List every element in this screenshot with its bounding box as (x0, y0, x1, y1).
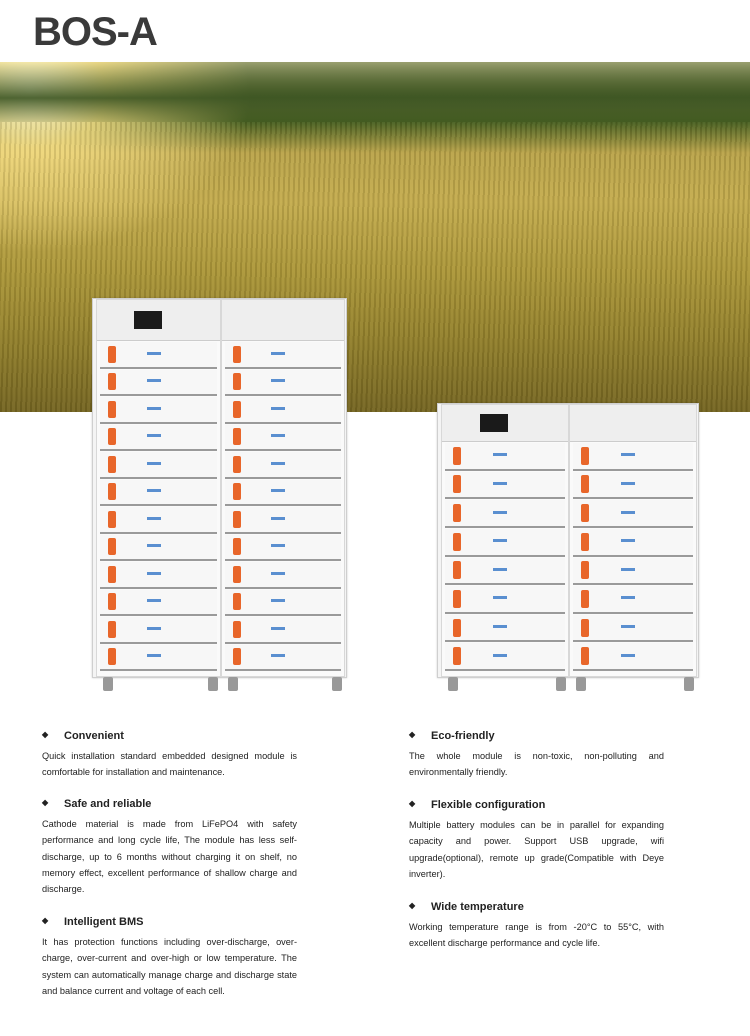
battery-module (445, 443, 565, 471)
orange-cable (581, 647, 589, 665)
battery-cabinet-small (437, 403, 699, 678)
module-logo (493, 654, 507, 657)
orange-cable (581, 533, 589, 551)
feature-wide-temperature (409, 901, 664, 952)
module-logo (493, 482, 507, 485)
battery-module (225, 370, 342, 397)
control-panel (222, 300, 345, 341)
battery-module (445, 643, 565, 671)
module-logo (621, 654, 635, 657)
module-logo (271, 462, 285, 465)
battery-module (100, 425, 217, 452)
module-logo (147, 462, 161, 465)
orange-cable (108, 483, 116, 500)
treeline (0, 62, 750, 122)
bullet-icon: ◆ (42, 916, 49, 925)
module-logo (271, 407, 285, 410)
orange-cable (233, 648, 241, 665)
orange-cable (581, 561, 589, 579)
cabinet-foot (208, 677, 218, 691)
feature-eco-friendly (409, 730, 664, 781)
battery-module (225, 342, 342, 369)
module-logo (621, 511, 635, 514)
cabinet-column (569, 404, 697, 677)
battery-module (225, 507, 342, 534)
module-logo (147, 489, 161, 492)
orange-cable (453, 647, 461, 665)
module-logo (147, 572, 161, 575)
module-logo (271, 572, 285, 575)
battery-module (100, 535, 217, 562)
battery-module (225, 617, 342, 644)
cabinet-foot (332, 677, 342, 691)
battery-module (100, 480, 217, 507)
module-logo (271, 517, 285, 520)
orange-cable (108, 346, 116, 363)
orange-cable (233, 593, 241, 610)
battery-module (225, 645, 342, 672)
module-logo (147, 407, 161, 410)
module-logo (621, 482, 635, 485)
battery-module (225, 397, 342, 424)
module-logo (271, 599, 285, 602)
orange-cable (108, 648, 116, 665)
battery-module (100, 397, 217, 424)
feature-text: The whole module is non-toxic, non-polluting and environmentally friendly. (409, 751, 664, 778)
battery-module (573, 643, 693, 671)
module-logo (621, 625, 635, 628)
module-logo (147, 434, 161, 437)
orange-cable (108, 538, 116, 555)
module-logo (147, 544, 161, 547)
module-logo (147, 654, 161, 657)
orange-cable (233, 621, 241, 638)
bullet-icon: ◆ (409, 799, 416, 808)
cabinet-column (96, 299, 221, 677)
module-logo (621, 453, 635, 456)
battery-module (225, 535, 342, 562)
battery-module (225, 452, 342, 479)
cabinet-foot (576, 677, 586, 691)
bullet-icon: ◆ (409, 901, 416, 910)
cabinet-foot (103, 677, 113, 691)
orange-cable (453, 590, 461, 608)
orange-cable (453, 504, 461, 522)
cabinet-column (221, 299, 346, 677)
bullet-icon: ◆ (42, 730, 49, 739)
battery-module (573, 500, 693, 528)
battery-module (100, 507, 217, 534)
battery-module (100, 645, 217, 672)
orange-cable (581, 447, 589, 465)
orange-cable (233, 538, 241, 555)
orange-cable (581, 504, 589, 522)
battery-module (573, 472, 693, 500)
module-logo (271, 654, 285, 657)
feature-heading: Wide temperature (431, 901, 524, 913)
battery-module (573, 615, 693, 643)
control-panel (442, 405, 568, 442)
module-logo (271, 544, 285, 547)
module-logo (493, 511, 507, 514)
battery-module (100, 342, 217, 369)
battery-module (445, 529, 565, 557)
orange-cable (233, 566, 241, 583)
battery-module (225, 480, 342, 507)
feature-text: Working temperature range is from -20°C to 55°C, with excellent discharge performance and cycle life. (409, 922, 664, 949)
cabinet-foot (448, 677, 458, 691)
battery-module (573, 529, 693, 557)
orange-cable (453, 447, 461, 465)
battery-module (445, 558, 565, 586)
module-logo (147, 627, 161, 630)
module-logo (147, 352, 161, 355)
bullet-icon: ◆ (409, 730, 416, 739)
battery-module (445, 615, 565, 643)
feature-intelligent-bms (42, 916, 297, 999)
feature-text: It has protection functions including over-discharge, over-charge, over-current and over-high or low temperature. The system can automatically manage charge and discharge state and balance current and voltage of each cell. (42, 937, 297, 996)
orange-cable (233, 401, 241, 418)
module-logo (147, 379, 161, 382)
cabinet-column (441, 404, 569, 677)
orange-cable (108, 511, 116, 528)
orange-cable (453, 533, 461, 551)
feature-convenient (42, 730, 297, 781)
orange-cable (233, 456, 241, 473)
module-logo (271, 489, 285, 492)
cabinet-foot (684, 677, 694, 691)
orange-cable (108, 566, 116, 583)
module-logo (493, 596, 507, 599)
battery-module (445, 500, 565, 528)
cabinet-foot (556, 677, 566, 691)
orange-cable (108, 593, 116, 610)
module-logo (271, 627, 285, 630)
orange-cable (233, 428, 241, 445)
battery-module (100, 590, 217, 617)
battery-module (573, 558, 693, 586)
battery-module (445, 472, 565, 500)
module-logo (621, 596, 635, 599)
orange-cable (581, 619, 589, 637)
battery-cabinet-large (92, 298, 347, 678)
battery-module (573, 443, 693, 471)
orange-cable (108, 456, 116, 473)
orange-cable (108, 373, 116, 390)
page-title: BOS-A (33, 10, 157, 54)
battery-module (573, 586, 693, 614)
module-logo (271, 434, 285, 437)
orange-cable (233, 483, 241, 500)
battery-module (225, 562, 342, 589)
orange-cable (581, 475, 589, 493)
module-logo (493, 625, 507, 628)
feature-text: Quick installation standard embedded designed module is comfortable for installation and maintenance. (42, 751, 297, 778)
orange-cable (453, 561, 461, 579)
module-logo (271, 352, 285, 355)
battery-module (225, 425, 342, 452)
orange-cable (233, 346, 241, 363)
control-display (134, 311, 162, 329)
battery-module (100, 452, 217, 479)
module-logo (493, 453, 507, 456)
battery-module (100, 562, 217, 589)
battery-module (225, 590, 342, 617)
module-logo (147, 517, 161, 520)
orange-cable (453, 475, 461, 493)
orange-cable (108, 621, 116, 638)
module-logo (493, 539, 507, 542)
feature-heading: Intelligent BMS (64, 916, 144, 928)
control-display (480, 414, 508, 432)
orange-cable (108, 428, 116, 445)
orange-cable (453, 619, 461, 637)
feature-text: Cathode material is made from LiFePO4 with safety performance and long cycle life, The module has less self-discharge, up to 6 months without charging it on shelf, no memory effect, excellent performance of shallow charge and discharge. (42, 819, 297, 895)
feature-heading: Convenient (64, 730, 124, 742)
cabinet-foot (228, 677, 238, 691)
feature-heading: Eco-friendly (431, 730, 495, 742)
orange-cable (233, 373, 241, 390)
feature-heading: Flexible configuration (431, 799, 546, 811)
orange-cable (233, 511, 241, 528)
battery-module (100, 617, 217, 644)
feature-safe-reliable (42, 798, 297, 897)
module-logo (271, 379, 285, 382)
orange-cable (581, 590, 589, 608)
module-logo (621, 568, 635, 571)
control-panel (97, 300, 220, 341)
control-panel (570, 405, 696, 442)
orange-cable (108, 401, 116, 418)
feature-flexible-configuration (409, 799, 664, 882)
bullet-icon: ◆ (42, 798, 49, 807)
module-logo (493, 568, 507, 571)
module-logo (147, 599, 161, 602)
module-logo (621, 539, 635, 542)
feature-heading: Safe and reliable (64, 798, 152, 810)
feature-text: Multiple battery modules can be in parallel for expanding capacity and power. Support USB upgrade, wifi upgrade(optional), remote up grade(Compatible with Deye inverter). (409, 820, 664, 879)
battery-module (100, 370, 217, 397)
battery-module (445, 586, 565, 614)
